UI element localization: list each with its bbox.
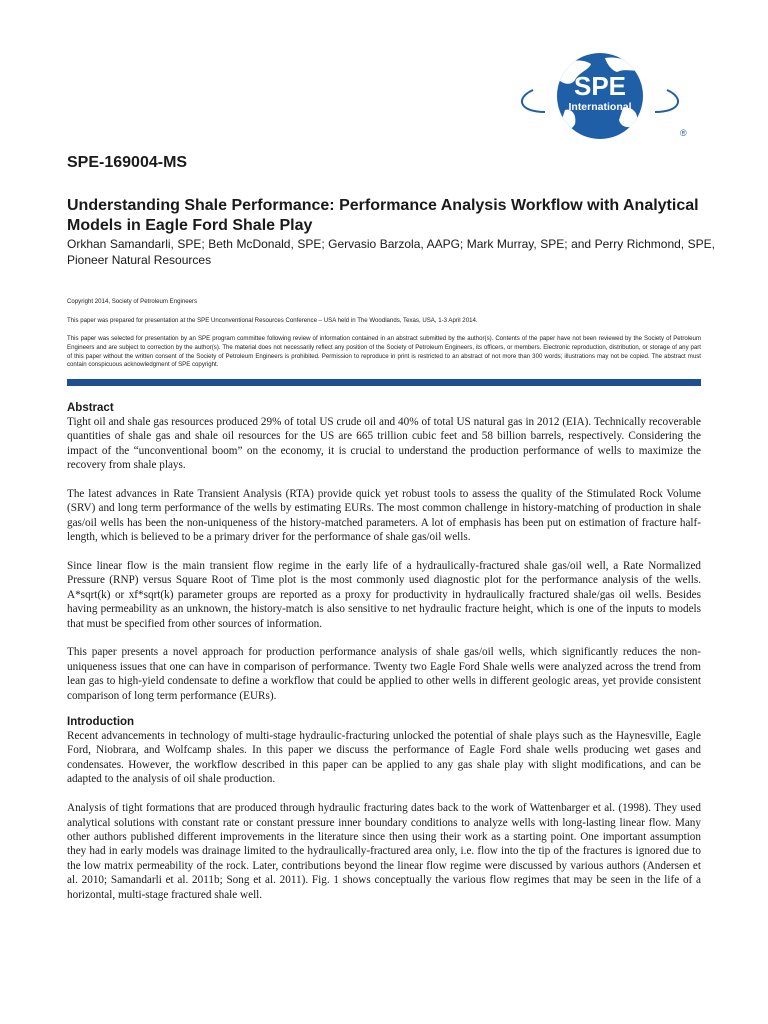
paper-number: SPE-169004-MS [67, 154, 188, 171]
abstract-heading: Abstract [67, 402, 114, 414]
copyright-notice: Copyright 2014, Society of Petroleum Engineers [67, 298, 198, 305]
section-divider [67, 379, 701, 386]
abstract-paragraph: This paper presents a novel approach for production performance analysis of shale gas/oil wells, which significantly reduces the non-uniqueness issues that one can have in comparison of performance. Twenty two Eagle Ford Shale wells were analyzed across the trend from lean gas to high-yield condensate to define a workflow that could be applied to other wells in different geologic areas, yet provide consistent comparison of long term performance (EURs). [67, 646, 701, 702]
abstract-paragraph: Tight oil and shale gas resources produced 29% of total US crude oil and 40% of total US natural gas in 2012 (EIA). Technically recoverable quantities of shale gas and shale oil resources for the US are 665 trillion cubic feet and 58 billion barrels, respectively. Considering the impact of the “unconventional boom” on the economy, it is crucial to understand the production performance of wells to maximize the recovery from shale plays. [67, 416, 701, 472]
logo-subtext: International [568, 101, 632, 113]
abstract-paragraph: The latest advances in Rate Transient Analysis (RTA) provide quick yet robust tools to assess the quality of the Stimulated Rock Volume (SRV) and long term performance of the wells by estimating EURs. The most common challenge in history-matching of production in shale gas/oil wells has been the non-uniqueness of the history-matched parameters. A lot of emphasis has been put on estimation of fracture half-length, which is believed to be a primary driver for the performance of shale gas/oil wells. [67, 488, 701, 544]
review-notice: This paper was selected for presentation by an SPE program committee following review of information contained in an abstract submitted by the author(s). Contents of the paper have not been reviewed by the Society of Petroleum Engineers and are subject to correction by the author(s). The material does not necessarily reflect any position of the Society of Petroleum Engineers, its officers, or members. Electronic reproduction, distribution, or storage of any part of this paper without the written consent of the Society of Petroleum Engineers is prohibited. Permission to reproduce in print is restricted to an abstract of not more than 300 words; illustrations may not be copied. The abstract must contain conspicuous acknowledgment of SPE copyright. [67, 335, 701, 369]
presentation-notice: This paper was prepared for presentation at the SPE Unconventional Resources Conference – USA held in The Woodlands, Texas, USA, 1-3 April 2014. [67, 317, 478, 324]
logo-text: SPE [573, 71, 627, 101]
abstract-paragraph: Since linear flow is the main transient flow regime in the early life of a hydraulically-fractured shale gas/oil well, a Rate Normalized Pressure (RNP) versus Square Root of Time plot is the most commonly used diagnostic plot for the performance analysis of the wells. A*sqrt(k) or xf*sqrt(k) parameter groups are reported as a proxy for productivity in hydraulically fractured shale/gas oil wells. Besides having permeability as an unknown, the history-match is also sensitive to net hydraulic fracture height, which is one of the inputs to models that must be specified from other sources of information. [67, 560, 701, 630]
paper-body [67, 401, 701, 902]
introduction-heading: Introduction [67, 716, 135, 729]
introduction-paragraph: Analysis of tight formations that are produced through hydraulic fracturing dates back to the work of Wattenbarger et al. (1998). They used analytical solutions with constant rate or constant pressure inner boundary conditions to analyze wells with long-lasting linear flow. Many other authors published different improvements in the literature since then using their work as a starting point. One important assumption they had in early models was drainage limited to the hydraulically-fractured area only, i.e. flow into the tip of the fractures is ignored due to the low matrix permeability of the rock. Later, contributions beyond the linear flow regime were discussed by various authors (Andersen et al. 2010; Samandarli et al. 2011b; Song et al. 2011). Fig. 1 shows conceptually the various flow regimes that may be seen in the life of a horizontal, multi-stage fractured shale well. [67, 802, 701, 901]
paper-title: Understanding Shale Performance: Performance Analysis Workflow with Analytical Models in Eagle Ford Shale Play [67, 197, 699, 234]
registered-mark: ® [680, 128, 687, 138]
introduction-paragraph: Recent advancements in technology of multi-stage hydraulic-fracturing unlocked the potential of shale plays such as the Haynesville, Eagle Ford, Niobrara, and Wolfcamp shales. In this paper we discuss the performance of Eagle Ford shale wells producing wet gases and condensates. However, the workflow described in this paper can be applied to any gas shale play with slight modifications, and can be adapted to the analysis of oil shale production. [67, 730, 701, 786]
spe-globe-logo-icon [505, 50, 695, 142]
authors: Orkhan Samandarli, SPE; Beth McDonald, SPE; Gervasio Barzola, AAPG; Mark Murray, SPE; and Perry Richmond, SPE, Pioneer Natural Resources [67, 237, 715, 267]
